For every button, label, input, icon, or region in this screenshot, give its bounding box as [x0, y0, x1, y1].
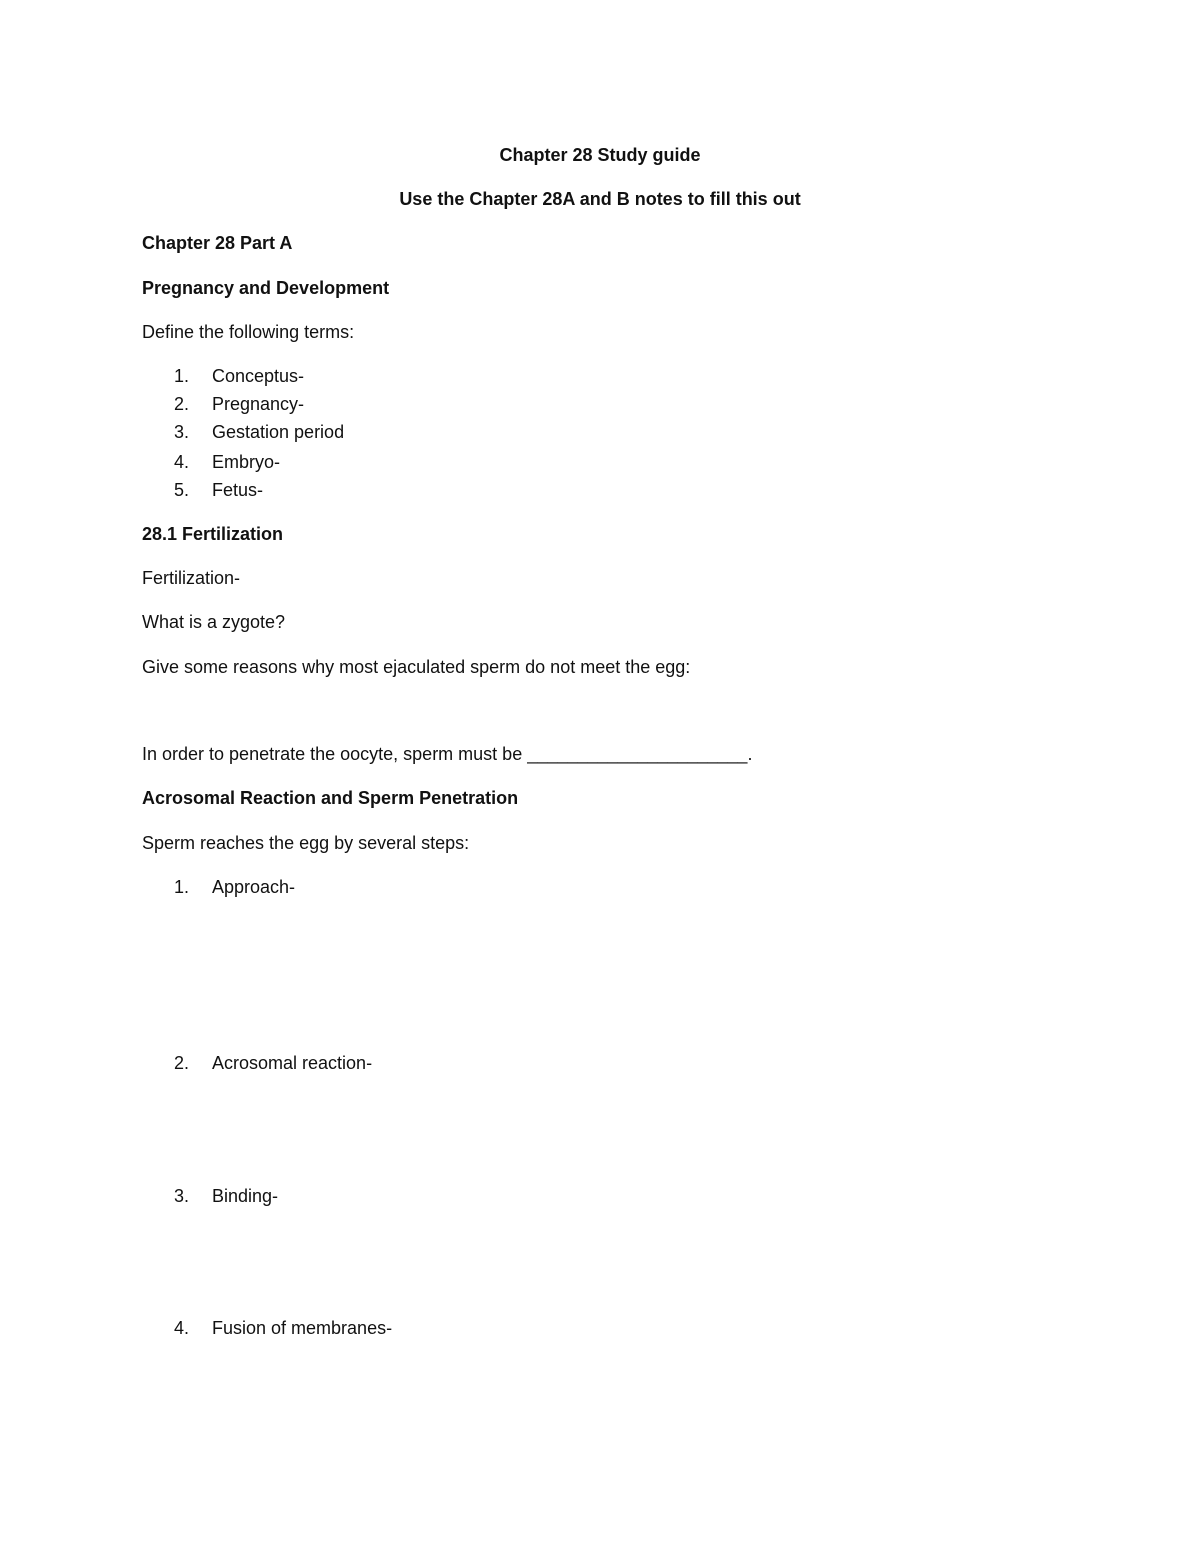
list-item-number: 3. — [174, 1186, 190, 1206]
part-heading: Chapter 28 Part A — [142, 233, 293, 253]
list-item-number: 2. — [174, 394, 190, 414]
steps-prompt: Sperm reaches the egg by several steps: — [142, 833, 470, 853]
penetrate-sentence: In order to penetrate the oocyte, sperm must be ______________________. — [142, 744, 753, 764]
list-item-number: 3. — [174, 422, 190, 442]
page-title: Chapter 28 Study guide — [499, 145, 701, 165]
page-subtitle: Use the Chapter 28A and B notes to fill this out — [399, 189, 801, 209]
list-item-number: 1. — [174, 366, 190, 386]
fertilization-prompt: Fertilization- — [142, 568, 241, 588]
zygote-question: What is a zygote? — [142, 612, 286, 632]
list-item-number: 4. — [174, 452, 190, 472]
list-item: Acrosomal reaction- — [212, 1053, 373, 1073]
list-item: Fusion of membranes- — [212, 1318, 393, 1338]
list-item-number: 5. — [174, 480, 190, 500]
section-heading-acrosomal: Acrosomal Reaction and Sperm Penetration — [142, 788, 519, 808]
define-prompt: Define the following terms: — [142, 322, 355, 342]
list-item: Conceptus- — [212, 366, 305, 386]
list-item: Fetus- — [212, 480, 264, 500]
section-heading-pregnancy: Pregnancy and Development — [142, 278, 390, 298]
list-item-number: 2. — [174, 1053, 190, 1073]
sperm-reasons-prompt: Give some reasons why most ejaculated sperm do not meet the egg: — [142, 657, 691, 677]
list-item: Approach- — [212, 877, 296, 897]
list-item-number: 1. — [174, 877, 190, 897]
list-item-number: 4. — [174, 1318, 190, 1338]
list-item: Pregnancy- — [212, 394, 305, 414]
list-item: Embryo- — [212, 452, 281, 472]
section-heading-fertilization: 28.1 Fertilization — [142, 524, 284, 544]
list-item: Gestation period — [212, 422, 345, 442]
list-item: Binding- — [212, 1186, 279, 1206]
